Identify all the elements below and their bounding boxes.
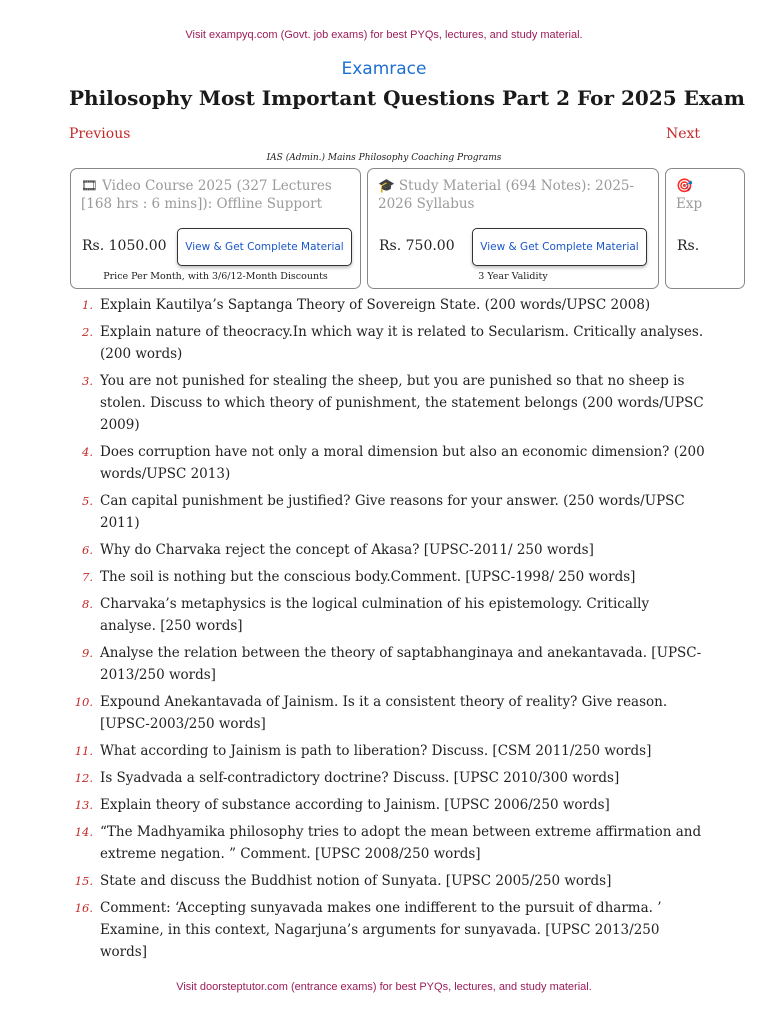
target-icon: 🎯 — [676, 178, 693, 194]
question-number: 2. — [82, 325, 93, 339]
study-material-card — [367, 168, 659, 289]
question-text: Explain Kautilya’s Saptanga Theory of Sovereign State. (200 words/UPSC 2008) — [100, 297, 651, 313]
question-item — [69, 593, 705, 637]
question-text: Expound Anekantavada of Jainism. Is it a consistent theory of reality? Give reason. [UPSC-2003/250 words] — [100, 694, 668, 732]
question-number: 3. — [82, 374, 93, 388]
question-number: 10. — [74, 695, 93, 709]
question-item — [69, 539, 705, 561]
question-number: 11. — [74, 744, 93, 758]
question-item — [69, 294, 705, 316]
graduation-cap-icon: 🎓 — [378, 178, 395, 194]
question-number: 6. — [82, 543, 93, 557]
question-number: 4. — [82, 445, 93, 459]
question-item — [69, 767, 705, 789]
question-item — [69, 321, 705, 365]
question-text: Analyse the relation between the theory of saptabhanginaya and anekantavada. [UPSC-2013/250 words] — [100, 645, 702, 683]
card-footer: 3 Year Validity — [478, 271, 548, 282]
question-item — [69, 490, 705, 534]
question-number: 14. — [74, 825, 93, 839]
card-price: Rs. 750.00 — [379, 238, 455, 254]
question-text: Why do Charvaka reject the concept of Akasa? [UPSC-2011/ 250 words] — [100, 542, 594, 558]
question-item — [69, 441, 705, 485]
card-price: Rs. — [677, 238, 700, 254]
question-text: What according to Jainism is path to liberation? Discuss. [CSM 2011/250 words] — [100, 743, 652, 759]
question-item — [69, 870, 705, 892]
view-material-button[interactable]: View & Get Complete Material — [472, 228, 647, 266]
question-number: 13. — [74, 798, 93, 812]
question-text: Charvaka’s metaphysics is the logical culmination of his epistemology. Critically analyse. [250 words] — [100, 596, 650, 634]
question-text: Does corruption have not only a moral dimension but also an economic dimension? (200 words/UPSC 2013) — [100, 444, 705, 482]
question-item — [69, 691, 705, 735]
bottom-promo-link[interactable]: Visit doorsteptutor.com (entrance exams) for best PYQs, lectures, and study material. — [176, 981, 592, 993]
course-cards-carousel — [69, 168, 703, 290]
question-text: Explain nature of theocracy.In which way it is related to Secularism. Critically analyses. (200 words) — [100, 324, 704, 362]
question-item — [69, 642, 705, 686]
question-item — [69, 794, 705, 816]
question-number: 7. — [82, 570, 93, 584]
card-heading — [378, 177, 648, 213]
card-title: Study Material (694 Notes): 2025-2026 Syllabus — [378, 178, 635, 212]
next-link[interactable]: Next — [665, 126, 700, 142]
question-number: 15. — [74, 874, 93, 888]
card-footer: Price Per Month, with 3/6/12-Month Discounts — [103, 271, 328, 282]
page-title: Philosophy Most Important Questions Part 2 For 2025 Exam — [69, 86, 745, 110]
partial-card — [665, 168, 745, 289]
video-course-card — [70, 168, 361, 289]
question-text: “The Madhyamika philosophy tries to adopt the mean between extreme affirmation and extreme negation. ” Comment. [UPSC 2008/250 words] — [100, 824, 702, 862]
question-text: State and discuss the Buddhist notion of Sunyata. [UPSC 2005/250 words] — [100, 873, 612, 889]
video-icon: 🎞 — [81, 178, 99, 194]
question-list — [69, 294, 705, 968]
question-text: Can capital punishment be justified? Give reasons for your answer. (250 words/UPSC 2011) — [100, 493, 685, 531]
question-item — [69, 821, 705, 865]
question-text: Is Syadvada a self-contradictory doctrine? Discuss. [UPSC 2010/300 words] — [100, 770, 620, 786]
question-number: 5. — [82, 494, 93, 508]
question-number: 8. — [82, 597, 93, 611]
question-text: You are not punished for stealing the sheep, but you are punished so that no sheep is stolen. Discuss to which theory of punishment, the statement belongs (200 words/UPSC 2009) — [100, 373, 704, 433]
question-text: Comment: ‘Accepting sunyavada makes one indifferent to the pursuit of dharma. ’ Examine, in this context, Nagarjuna’s arguments for sunyavada. [UPSC 2013/250 words] — [100, 900, 662, 960]
question-number: 9. — [82, 646, 93, 660]
card-heading — [676, 177, 734, 213]
question-text: Explain theory of substance according to Jainism. [UPSC 2006/250 words] — [100, 797, 610, 813]
question-text: The soil is nothing but the conscious body.Comment. [UPSC-1998/ 250 words] — [100, 569, 636, 585]
question-item — [69, 370, 705, 436]
question-item — [69, 740, 705, 762]
question-number: 12. — [74, 771, 93, 785]
card-title: Exp — [676, 196, 703, 212]
card-heading — [81, 177, 350, 213]
site-brand[interactable]: Examrace — [341, 59, 427, 79]
question-number: 16. — [74, 901, 93, 915]
previous-link[interactable]: Previous — [69, 126, 131, 142]
question-item — [69, 566, 705, 588]
view-material-button[interactable]: View & Get Complete Material — [177, 228, 352, 266]
question-number: 1. — [82, 298, 93, 312]
top-promo-link[interactable]: Visit exampyq.com (Govt. job exams) for best PYQs, lectures, and study material. — [185, 29, 583, 41]
card-price: Rs. 1050.00 — [82, 238, 167, 254]
card-title: Video Course 2025 (327 Lectures [168 hrs : 6 mins]): Offline Support — [81, 178, 332, 212]
question-item — [69, 897, 705, 963]
coaching-programs-label: IAS (Admin.) Mains Philosophy Coaching Programs — [266, 153, 502, 163]
